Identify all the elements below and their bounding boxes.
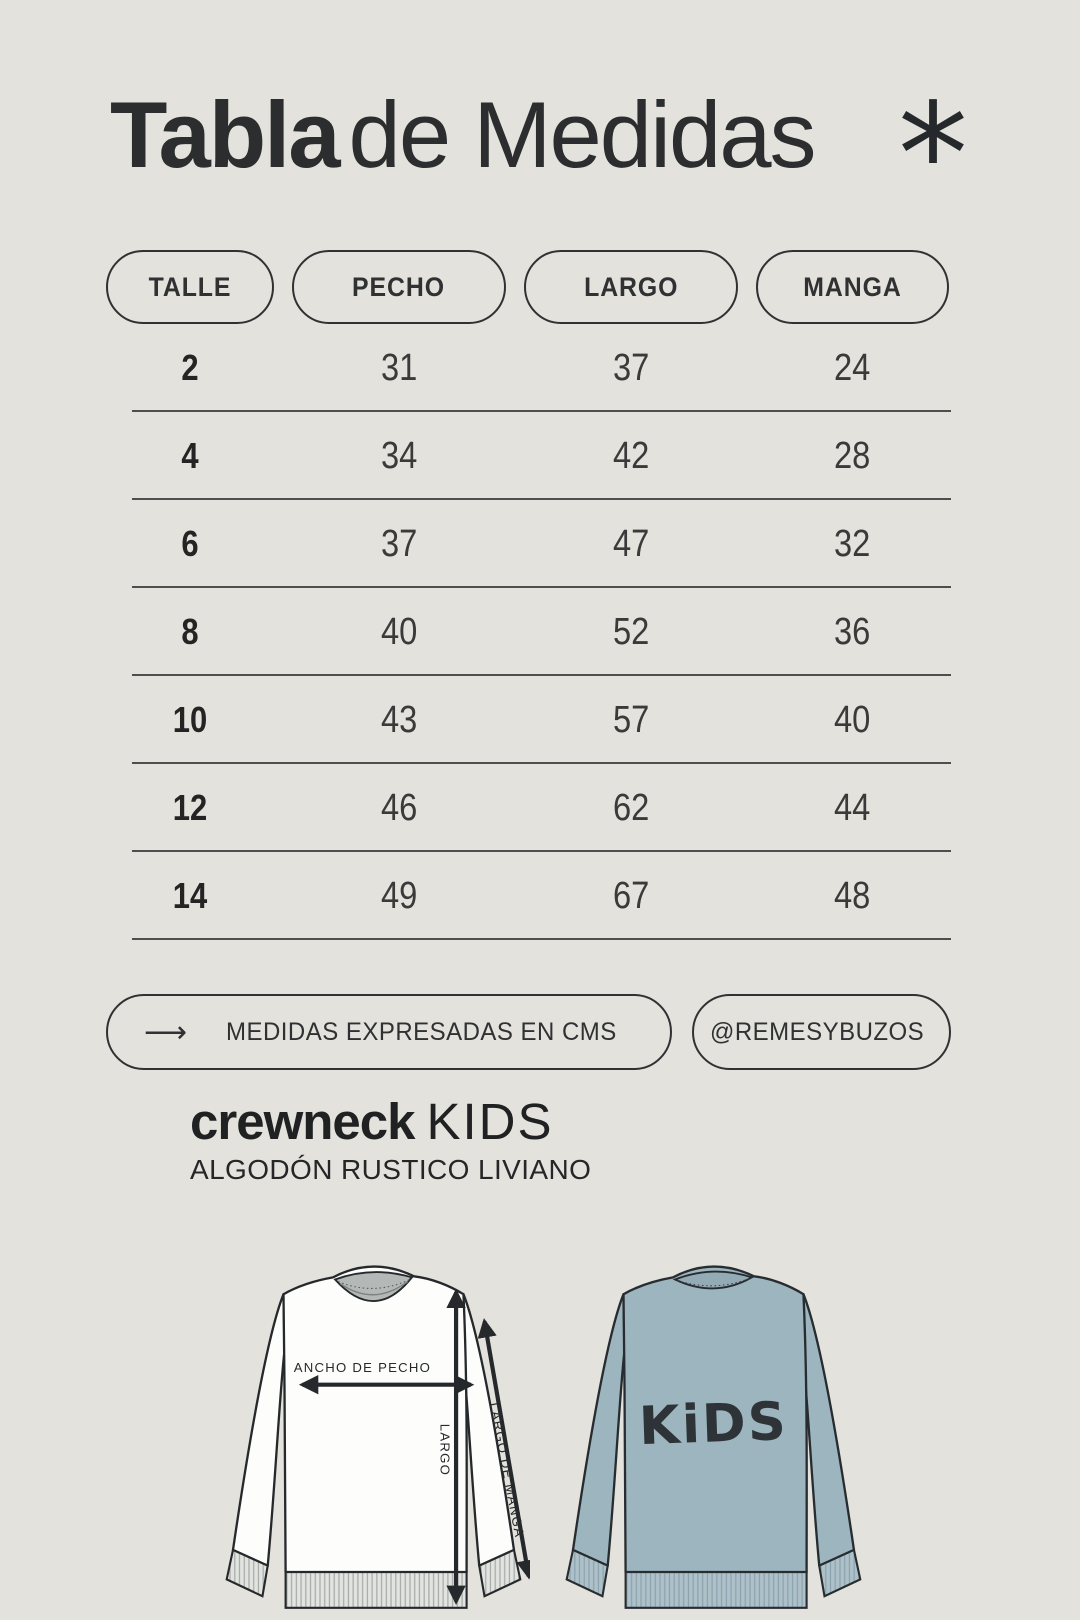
table-header-row bbox=[106, 250, 951, 324]
column-header-manga: MANGA bbox=[756, 250, 949, 324]
sleeve-length-label: LARGO DE MANGA bbox=[486, 1401, 528, 1540]
column-header-talle: TALLE bbox=[106, 250, 274, 324]
social-handle-pill[interactable] bbox=[692, 994, 951, 1070]
social-handle-text: @REMESYBUZOS bbox=[709, 1017, 925, 1046]
column-header-pecho: PECHO bbox=[292, 250, 506, 324]
garment-diagrams bbox=[218, 1250, 1080, 1612]
table-row: 6 37 47 32 bbox=[106, 500, 951, 588]
page-title bbox=[110, 82, 815, 187]
table-row: 8 40 52 36 bbox=[106, 588, 951, 676]
kids-print-label: KiDS bbox=[637, 1390, 789, 1458]
product-name-light: KIDS bbox=[426, 1093, 554, 1150]
long-right-arrow-icon: ⟶ bbox=[144, 1014, 188, 1050]
product-name-bold: crewneck bbox=[190, 1093, 415, 1150]
table-row: 10 43 57 40 bbox=[106, 676, 951, 764]
material-description: ALGODÓN RUSTICO LIVIANO bbox=[190, 1154, 592, 1186]
sweatshirt-front-diagram bbox=[218, 1250, 530, 1612]
chest-width-label: ANCHO DE PECHO bbox=[293, 1360, 432, 1376]
product-name bbox=[190, 1093, 1080, 1150]
page-title-regular: de Medidas bbox=[348, 82, 815, 187]
table-row: 2 31 37 24 bbox=[106, 324, 951, 412]
asterisk-icon: * bbox=[898, 74, 968, 237]
table-row: 4 34 42 28 bbox=[106, 412, 951, 500]
table-row: 12 46 62 44 bbox=[106, 764, 951, 852]
back-right-sleeve bbox=[802, 1294, 854, 1566]
column-header-largo: LARGO bbox=[524, 250, 738, 324]
front-body bbox=[284, 1267, 467, 1572]
front-hem-band bbox=[286, 1572, 467, 1608]
size-table bbox=[106, 250, 951, 940]
page-title-bold: Tabla bbox=[110, 82, 339, 187]
brand-block bbox=[190, 1093, 1080, 1186]
length-label: LARGO bbox=[437, 1423, 453, 1477]
sweatshirt-back-diagram bbox=[558, 1250, 870, 1612]
measures-note-text: MEDIDAS EXPRESADAS EN CMS bbox=[225, 1017, 617, 1046]
header bbox=[0, 0, 1080, 237]
front-left-sleeve bbox=[233, 1294, 285, 1566]
table-row: 14 49 67 48 bbox=[106, 852, 951, 940]
measures-note-pill bbox=[106, 994, 672, 1070]
notes-row bbox=[106, 994, 951, 1070]
back-hem-band bbox=[626, 1572, 807, 1608]
back-left-sleeve bbox=[573, 1294, 625, 1566]
